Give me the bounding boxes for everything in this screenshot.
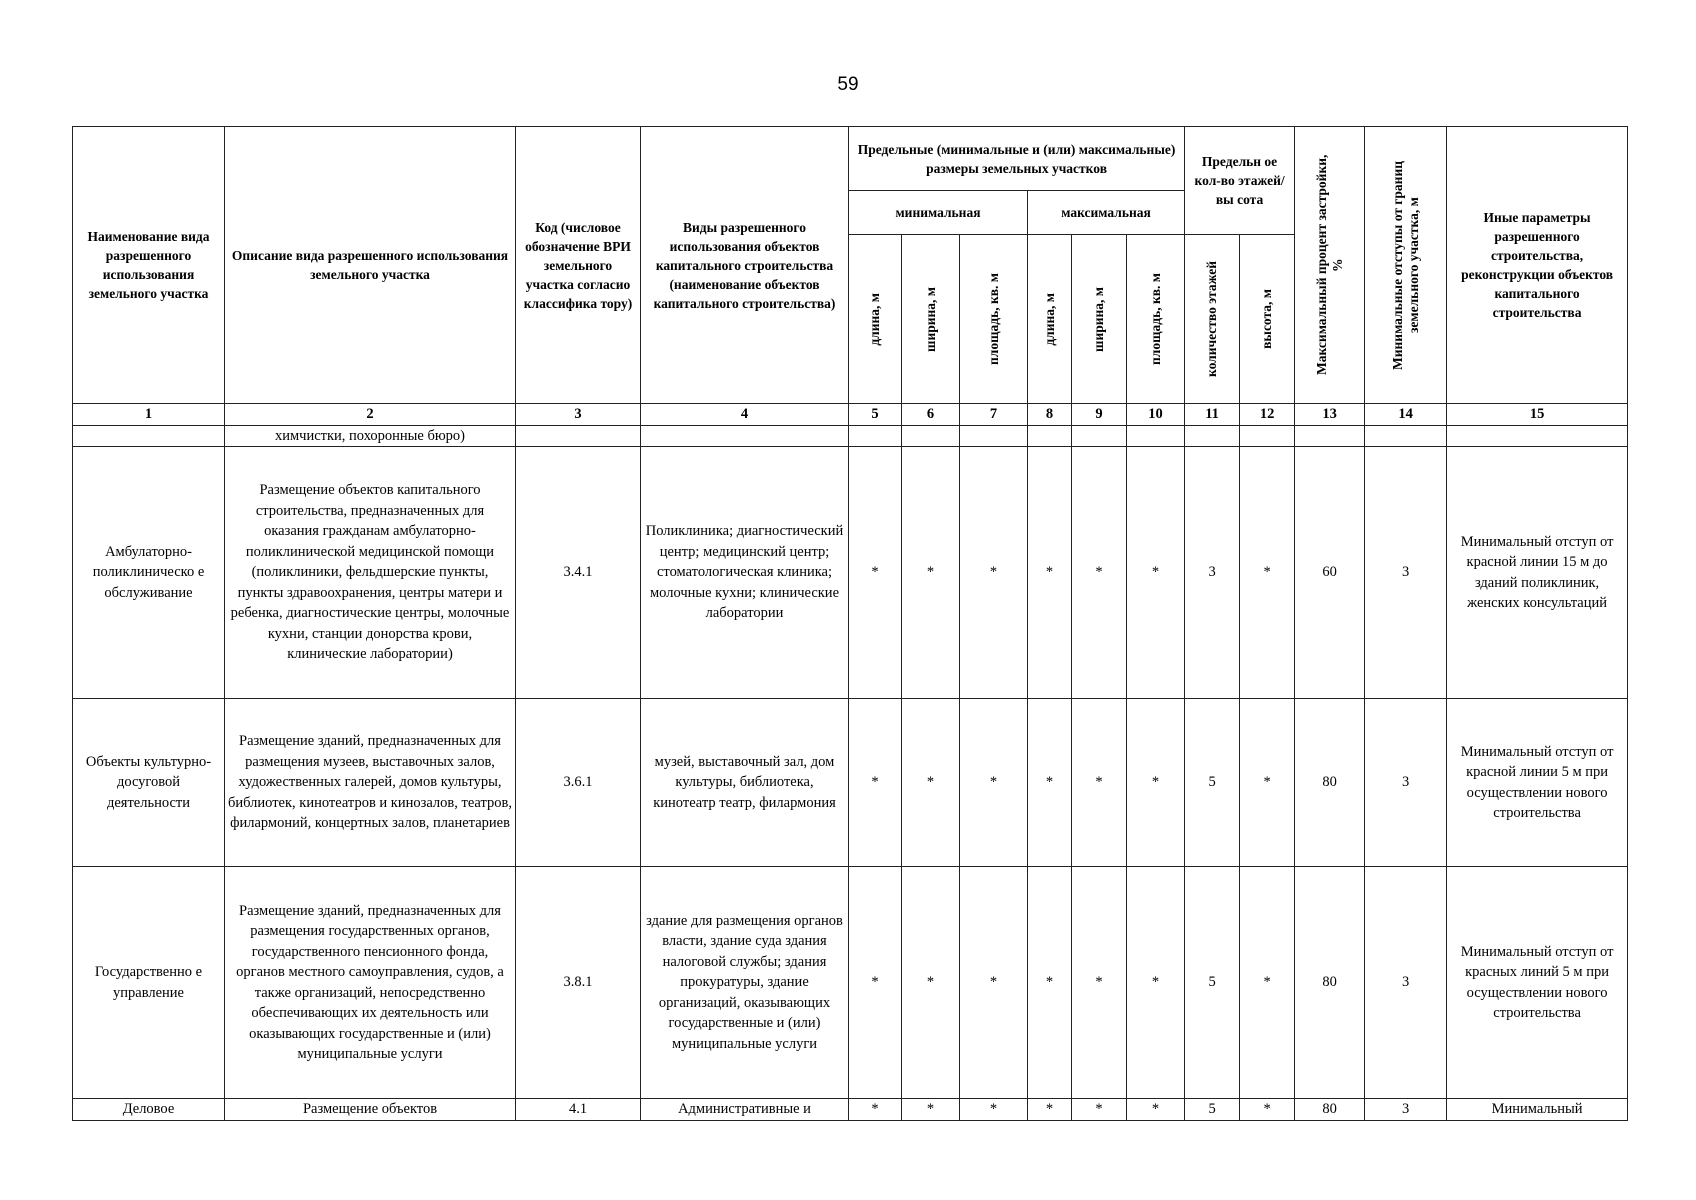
row-max-width: * bbox=[1072, 1099, 1127, 1121]
header-min-area: площадь, кв. м bbox=[985, 273, 1001, 365]
header-min-length: длина, м bbox=[867, 292, 882, 346]
row-max-width: * bbox=[1072, 699, 1127, 867]
column-number: 15 bbox=[1447, 404, 1628, 426]
row-height: * bbox=[1240, 1099, 1295, 1121]
header-max-area-cell bbox=[1127, 235, 1185, 404]
row-max-width: * bbox=[1072, 867, 1127, 1099]
row-min-area: * bbox=[960, 867, 1028, 1099]
header-max-width: ширина, м bbox=[1091, 286, 1106, 352]
row-min-width: * bbox=[902, 699, 960, 867]
row-name: Деловое bbox=[73, 1099, 225, 1121]
column-number: 13 bbox=[1295, 404, 1365, 426]
header-other: Иные параметры разрешенного строительства, реконструкции объектов капитального строительства bbox=[1447, 127, 1628, 404]
header-max-length-cell bbox=[1028, 235, 1072, 404]
row-objects: здание для размещения органов власти, здание суда здания налоговой службы; здания прокуратуры, здание организаций, оказывающих государственные и (или) муниципальные услуги bbox=[641, 867, 849, 1099]
header-min-width: ширина, м bbox=[922, 286, 938, 352]
row-other: Минимальный отступ от красных линий 5 м при осуществлении нового строительства bbox=[1447, 867, 1628, 1099]
row-setback: 3 bbox=[1365, 447, 1447, 699]
row-description: Размещение зданий, предназначенных для размещения государственных органов, государственного пенсионного фонда, органов местного самоуправления, судов, а также организаций, непосредственно обеспечивающих их деятельность или оказывающих государственные и (или) муниципальные услуги bbox=[225, 867, 516, 1099]
header-objects: Виды разрешенного использования объектов капитального строительства (наименование объектов капитального строительства) bbox=[641, 127, 849, 404]
row-setback: 3 bbox=[1365, 867, 1447, 1099]
row-max-area: * bbox=[1127, 699, 1185, 867]
row-min-width: * bbox=[902, 1099, 960, 1121]
row-height: * bbox=[1240, 867, 1295, 1099]
column-number: 8 bbox=[1028, 404, 1072, 426]
row-other: Минимальный отступ от красной линии 15 м до зданий поликлиник, женских консультаций bbox=[1447, 447, 1628, 699]
header-min-width-cell bbox=[902, 235, 960, 404]
column-number: 2 bbox=[225, 404, 516, 426]
header-code: Код (числовое обозначение ВРИ земельного участка согласио классифика тору) bbox=[516, 127, 641, 404]
row-description: Размещение объектов bbox=[225, 1099, 516, 1121]
row-max-area: * bbox=[1127, 447, 1185, 699]
row-code: 4.1 bbox=[516, 1099, 641, 1121]
column-number: 12 bbox=[1240, 404, 1295, 426]
row-max-length: * bbox=[1028, 1099, 1072, 1121]
header-height: высота, м bbox=[1259, 289, 1275, 349]
row-min-width: * bbox=[902, 867, 960, 1099]
row-objects: музей, выставочный зал, дом культуры, библиотека, кинотеатр театр, филармония bbox=[641, 699, 849, 867]
row-max-length: * bbox=[1028, 699, 1072, 867]
header-name: Наименование вида разрешенного использования земельного участка bbox=[73, 127, 225, 404]
row-percent: 80 bbox=[1295, 699, 1365, 867]
row-min-area: * bbox=[960, 1099, 1028, 1121]
row-description: Размещение объектов капитального строительства, предназначенных для оказания гражданам амбулаторно-поликлинической медицинской помощи (поликлиники, фельдшерские пункты, пункты здравоохранения, центры матери и ребенка, диагностические центры, молочные кухни, станции донорства крови, клинические лаборатории) bbox=[225, 447, 516, 699]
row-min-width: * bbox=[902, 447, 960, 699]
header-min-area-cell bbox=[960, 235, 1028, 404]
row-description: Размещение зданий, предназначенных для размещения музеев, выставочных залов, художественных галерей, домов культуры, библиотек, кинотеатров и кинозалов, театров, филармоний, концертных залов, планетариев bbox=[225, 699, 516, 867]
row-height: * bbox=[1240, 447, 1295, 699]
row-percent: 80 bbox=[1295, 867, 1365, 1099]
header-floors-cell bbox=[1185, 235, 1240, 404]
column-number: 4 bbox=[641, 404, 849, 426]
header-setback-cell bbox=[1365, 127, 1447, 404]
column-number: 5 bbox=[849, 404, 902, 426]
row-setback: 3 bbox=[1365, 1099, 1447, 1121]
column-number: 1 bbox=[73, 404, 225, 426]
row-percent: 60 bbox=[1295, 447, 1365, 699]
row-min-length: * bbox=[849, 447, 902, 699]
row-floors: 5 bbox=[1185, 1099, 1240, 1121]
column-number: 14 bbox=[1365, 404, 1447, 426]
row-name: Амбулаторно-поликлиническо е обслуживание bbox=[73, 447, 225, 699]
header-min: минимальная bbox=[849, 191, 1028, 235]
row-min-length: * bbox=[849, 867, 902, 1099]
continuation-text: химчистки, похоронные бюро) bbox=[225, 425, 516, 447]
header-max-area: площадь, кв. м bbox=[1147, 273, 1163, 365]
column-number: 11 bbox=[1185, 404, 1240, 426]
row-setback: 3 bbox=[1365, 699, 1447, 867]
row-name: Объекты культурно-досуговой деятельности bbox=[73, 699, 225, 867]
row-min-length: * bbox=[849, 1099, 902, 1121]
table-row bbox=[73, 1099, 1628, 1121]
row-name: Государственно е управление bbox=[73, 867, 225, 1099]
row-floors: 5 bbox=[1185, 867, 1240, 1099]
row-max-length: * bbox=[1028, 867, 1072, 1099]
header-group-floors: Предельн ое кол-во этажей/вы сота bbox=[1185, 127, 1295, 235]
row-max-length: * bbox=[1028, 447, 1072, 699]
table-row bbox=[73, 867, 1628, 1099]
row-other: Минимальный bbox=[1447, 1099, 1628, 1121]
column-number: 9 bbox=[1072, 404, 1127, 426]
row-max-area: * bbox=[1127, 867, 1185, 1099]
header-floors: количество этажей bbox=[1204, 260, 1220, 377]
column-number: 3 bbox=[516, 404, 641, 426]
header-row-1 bbox=[73, 127, 1628, 191]
row-max-width: * bbox=[1072, 447, 1127, 699]
row-height: * bbox=[1240, 699, 1295, 867]
row-max-area: * bbox=[1127, 1099, 1185, 1121]
row-min-area: * bbox=[960, 699, 1028, 867]
row-floors: 3 bbox=[1185, 447, 1240, 699]
row-objects: Административные и bbox=[641, 1099, 849, 1121]
table-row bbox=[73, 699, 1628, 867]
table-row bbox=[73, 447, 1628, 699]
column-numbers-row bbox=[73, 404, 1628, 426]
row-min-area: * bbox=[960, 447, 1028, 699]
header-max-length: длина, м bbox=[1041, 292, 1057, 346]
header-height-cell bbox=[1240, 235, 1295, 404]
row-percent: 80 bbox=[1295, 1099, 1365, 1121]
row-code: 3.8.1 bbox=[516, 867, 641, 1099]
header-setback: Минимальные отступы от границ земельного участка, м bbox=[1389, 160, 1421, 370]
row-objects: Поликлиника; диагностический центр; медицинский центр; стоматологическая клиника; молочные кухни; клинические лаборатории bbox=[641, 447, 849, 699]
header-description: Описание вида разрешенного использования земельного участка bbox=[225, 127, 516, 404]
header-min-length-cell bbox=[849, 235, 902, 404]
column-number: 10 bbox=[1127, 404, 1185, 426]
header-percent-cell bbox=[1295, 127, 1365, 404]
row-code: 3.6.1 bbox=[516, 699, 641, 867]
header-percent: Максимальный процент застройки, % bbox=[1313, 154, 1345, 376]
column-number: 7 bbox=[960, 404, 1028, 426]
row-min-length: * bbox=[849, 699, 902, 867]
zoning-table bbox=[72, 126, 1628, 1121]
header-group-sizes: Предельные (минимальные и (или) максимальные) размеры земельных участков bbox=[849, 127, 1185, 191]
header-max-width-cell bbox=[1072, 235, 1127, 404]
column-number: 6 bbox=[902, 404, 960, 426]
row-code: 3.4.1 bbox=[516, 447, 641, 699]
header-max: максимальная bbox=[1028, 191, 1185, 235]
row-floors: 5 bbox=[1185, 699, 1240, 867]
page-number: 59 bbox=[837, 74, 859, 95]
row-other: Минимальный отступ от красной линии 5 м при осуществлении нового строительства bbox=[1447, 699, 1628, 867]
continuation-row bbox=[73, 425, 1628, 447]
